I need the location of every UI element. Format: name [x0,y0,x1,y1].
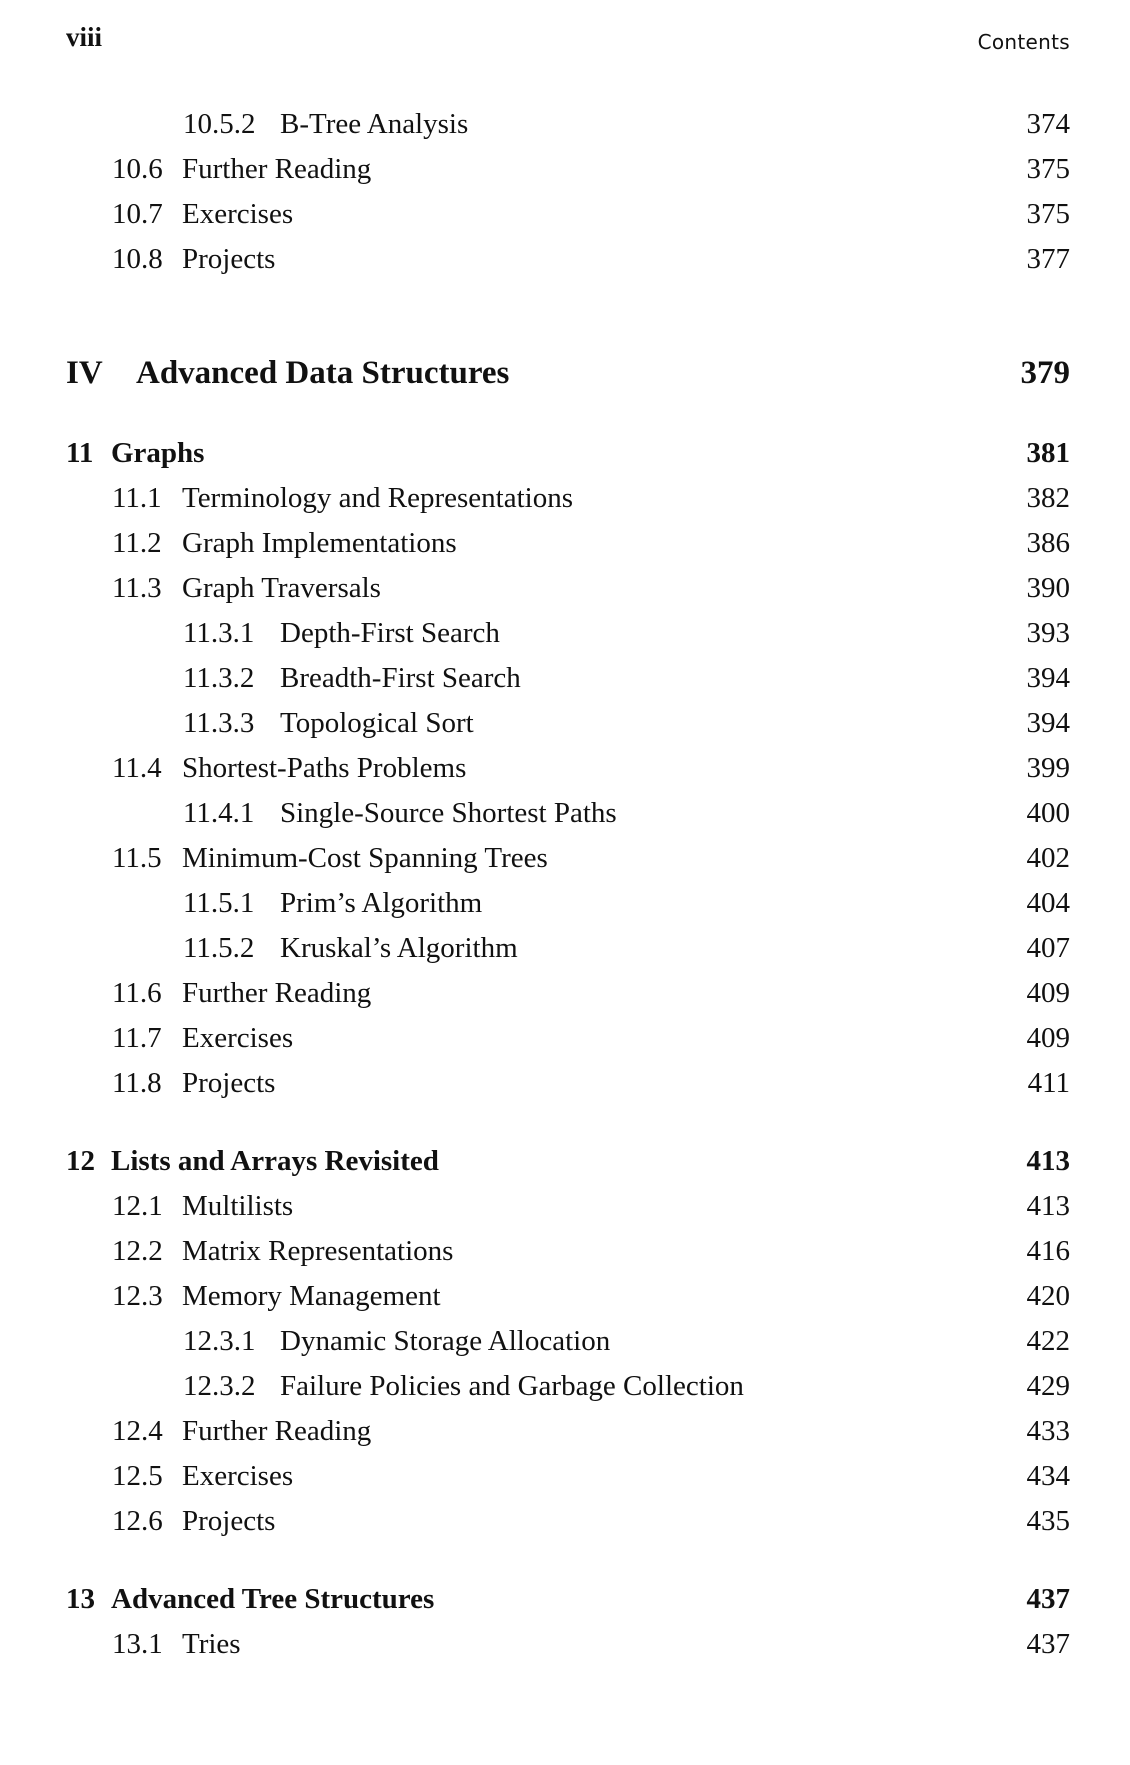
entry-number: 11.3.3 [183,707,255,739]
entry-number: 12.2 [112,1235,163,1267]
entry-page: 390 [1026,572,1070,604]
toc-entry-11-3 [66,568,1070,608]
chapter-number: 11 [66,437,94,469]
entry-title: Shortest-Paths Problems [182,752,467,784]
chapter-number: 13 [66,1583,95,1615]
entry-page: 409 [1026,1022,1070,1054]
toc-entry-12-2 [66,1231,1070,1271]
entry-page: 394 [1026,662,1070,694]
running-header [66,22,1070,62]
entry-title: Dynamic Storage Allocation [280,1325,611,1357]
entry-page: 404 [1026,887,1070,919]
entry-title: Graph Traversals [182,572,381,604]
entry-number: 11.4.1 [183,797,255,829]
toc-entry-11-5-1 [66,883,1070,923]
entry-number: 10.8 [112,243,163,275]
entry-number: 11.8 [112,1067,162,1099]
entry-number: 11.3.2 [183,662,255,694]
toc-entry-12-1 [66,1186,1070,1226]
entry-title: Further Reading [182,1415,372,1447]
entry-title: Topological Sort [280,707,474,739]
entry-title: Projects [182,1505,276,1537]
part-title: Advanced Data Structures [136,355,510,391]
entry-number: 11.3.1 [183,617,255,649]
entry-page: 435 [1026,1505,1070,1537]
entry-number: 11.1 [112,482,162,514]
entry-title: Breadth-First Search [280,662,521,694]
toc-entry-12-3-2 [66,1366,1070,1406]
entry-page: 411 [1027,1067,1070,1099]
entry-number: 11.6 [112,977,162,1009]
toc-chapter-12 [66,1141,1070,1181]
toc-entry-12-5 [66,1456,1070,1496]
entry-number: 12.6 [112,1505,163,1537]
entry-page: 399 [1026,752,1070,784]
entry-title: Exercises [182,1022,294,1054]
entry-title: Projects [182,1067,276,1099]
entry-number: 11.3 [112,572,162,604]
entry-number: 11.5.1 [183,887,255,919]
entry-page: 386 [1026,527,1070,559]
entry-page: 374 [1026,108,1070,140]
entry-title: Multilists [182,1190,294,1222]
part-page: 379 [1020,355,1070,391]
entry-page: 394 [1026,707,1070,739]
entry-page: 420 [1026,1280,1070,1312]
entry-title: Exercises [182,1460,294,1492]
entry-title: Terminology and Representations [182,482,573,514]
entry-page: 393 [1026,617,1070,649]
entry-title: Minimum-Cost Spanning Trees [182,842,548,874]
entry-title: Graph Implementations [182,527,457,559]
entry-page: 437 [1026,1628,1070,1660]
entry-page: 434 [1026,1460,1070,1492]
entry-number: 12.5 [112,1460,163,1492]
toc-chapter-13 [66,1579,1070,1619]
toc-entry-11-5 [66,838,1070,878]
part-number: IV [66,355,103,391]
toc-entry-11-5-2 [66,928,1070,968]
running-title: Contents [977,30,1070,54]
entry-title: Exercises [182,198,294,230]
toc-entry-11-4-1 [66,793,1070,833]
chapter-page: 381 [1026,437,1070,469]
entry-title: Kruskal’s Algorithm [280,932,518,964]
entry-page: 433 [1026,1415,1070,1447]
entry-title: Further Reading [182,153,372,185]
toc-part-4 [66,350,1070,396]
entry-title: Tries [182,1628,241,1660]
chapter-number: 12 [66,1145,95,1177]
entry-page: 409 [1026,977,1070,1009]
entry-page: 402 [1026,842,1070,874]
chapter-title: Advanced Tree Structures [111,1583,435,1615]
toc-entry-11-1 [66,478,1070,518]
chapter-page: 413 [1026,1145,1070,1177]
toc-entry-11-6 [66,973,1070,1013]
entry-number: 12.3.2 [183,1370,256,1402]
entry-number: 11.2 [112,527,162,559]
toc-chapter-11 [66,433,1070,473]
toc-entry-12-4 [66,1411,1070,1451]
toc-entry-11-8 [66,1063,1070,1103]
entry-page: 413 [1026,1190,1070,1222]
entry-number: 10.5.2 [183,108,256,140]
toc-entry-13-1 [66,1624,1070,1664]
toc-entry-12-3-1 [66,1321,1070,1361]
entry-number: 11.4 [112,752,162,784]
toc-entry-11-3-3 [66,703,1070,743]
toc-entry-12-3 [66,1276,1070,1316]
page-number: viii [66,22,103,52]
entry-number: 11.5 [112,842,162,874]
chapter-title: Graphs [111,437,205,469]
entry-page: 407 [1026,932,1070,964]
entry-number: 12.3 [112,1280,163,1312]
chapter-title: Lists and Arrays Revisited [111,1145,439,1177]
entry-number: 10.6 [112,153,163,185]
entry-page: 382 [1026,482,1070,514]
toc-entry-10-7 [66,194,1070,234]
entry-title: Prim’s Algorithm [280,887,483,919]
entry-number: 11.7 [112,1022,162,1054]
entry-number: 11.5.2 [183,932,255,964]
toc-entry-10-6 [66,149,1070,189]
toc-entry-11-3-1 [66,613,1070,653]
entry-page: 422 [1026,1325,1070,1357]
entry-title: Single-Source Shortest Paths [280,797,617,829]
toc-entry-11-3-2 [66,658,1070,698]
entry-title: Projects [182,243,276,275]
chapter-page: 437 [1026,1583,1070,1615]
entry-number: 12.4 [112,1415,163,1447]
entry-title: Memory Management [182,1280,441,1312]
entry-page: 416 [1026,1235,1070,1267]
toc-entry-11-2 [66,523,1070,563]
entry-title: Further Reading [182,977,372,1009]
entry-number: 10.7 [112,198,163,230]
toc-entry-11-7 [66,1018,1070,1058]
toc-entry-11-4 [66,748,1070,788]
entry-page: 377 [1026,243,1070,275]
entry-title: Depth-First Search [280,617,500,649]
entry-page: 400 [1026,797,1070,829]
entry-page: 375 [1026,153,1070,185]
entry-page: 429 [1026,1370,1070,1402]
entry-page: 375 [1026,198,1070,230]
toc-entry-10-8 [66,239,1070,279]
entry-number: 13.1 [112,1628,163,1660]
entry-title: Failure Policies and Garbage Collection [280,1370,744,1402]
entry-number: 12.3.1 [183,1325,256,1357]
entry-number: 12.1 [112,1190,163,1222]
entry-title: B-Tree Analysis [280,108,469,140]
entry-title: Matrix Representations [182,1235,454,1267]
toc-entry-12-6 [66,1501,1070,1541]
toc-entry-10-5-2 [66,104,1070,144]
